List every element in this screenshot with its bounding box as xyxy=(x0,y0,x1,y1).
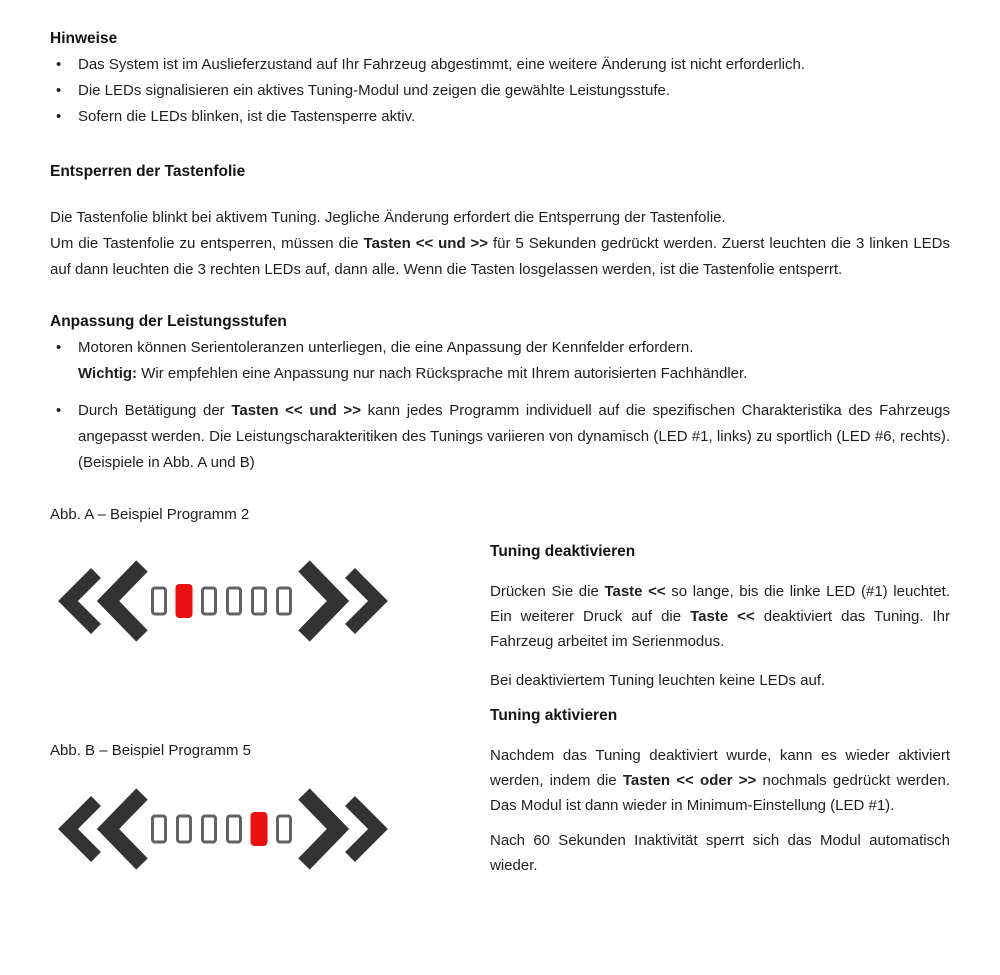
bold-tasten-keys: Tasten << und >> xyxy=(231,402,361,419)
led-5-active xyxy=(251,812,268,846)
led-2-inactive xyxy=(178,816,191,842)
fig-a-led-display xyxy=(58,559,490,648)
chevron-right-outer-icon xyxy=(350,801,378,857)
chevron-left-inner-icon xyxy=(108,566,142,636)
hinweise-bullet-2: Die LEDs signalisieren ein aktives Tuning-Modul und zeigen die gewählte Leistungsstufe. xyxy=(78,82,671,99)
bullet-icon: • xyxy=(56,82,62,99)
led-6-inactive xyxy=(278,816,291,842)
led-display-graphic xyxy=(58,787,388,871)
entsperren-paragraph: Die Tastenfolie blinkt bei aktivem Tuning. Jegliche Änderung erfordert die Entsperrung der Tastenfolie. Um die Tastenfolie zu entsperren, müssen die Tasten << und >> für 5 Sekunden gedrückt werden. Zuerst leuchten die 3 linken LEDs auf dann leuchten die 3 rechten LEDs auf, dann alle. Wenn die Tasten losgelassen werden, ist die Tastenfolie entsperrt. xyxy=(50,209,951,278)
chevron-right-inner-icon xyxy=(304,794,338,864)
bold-tasten-keys: Tasten << und >> xyxy=(363,235,489,252)
list-item xyxy=(50,335,950,387)
tuning-deaktivieren-note: Bei deaktiviertem Tuning leuchten keine LEDs auf. xyxy=(490,672,826,689)
led-4-inactive xyxy=(228,588,241,614)
bullet-icon: • xyxy=(56,108,62,125)
hinweise-list xyxy=(50,52,950,130)
chevron-left-inner-icon xyxy=(108,794,142,864)
bullet-icon: • xyxy=(56,402,62,419)
led-3-inactive xyxy=(203,588,216,614)
anpassung-bullet-1: Motoren können Serientoleranzen unterliegen, die eine Anpassung der Kennfelder erfordern. Wichtig: Wir empfehlen eine Anpassung nur nach Rücksprache mit Ihrem autorisierten Fachhändler. xyxy=(78,339,748,382)
list-item xyxy=(50,78,950,104)
figures-column xyxy=(50,505,490,878)
tuning-aktivieren-paragraph: Nachdem das Tuning deaktiviert wurde, kann es wieder aktiviert werden, indem die Tasten << oder >> nochmals gedrückt werden. Das Modul ist dann wieder in Minimum-Einstellung (LED #1). xyxy=(490,747,950,814)
fig-a-label: Abb. A – Beispiel Programm 2 xyxy=(50,506,250,523)
bold-wichtig: Wichtig: xyxy=(78,365,138,382)
chevron-right-outer-icon xyxy=(350,573,378,629)
bold-taste-left: Taste << xyxy=(690,608,755,625)
fig-b-label: Abb. B – Beispiel Programm 5 xyxy=(50,742,251,759)
bullet-icon: • xyxy=(56,56,62,73)
bold-tasten-keys: Tasten << oder >> xyxy=(622,772,757,789)
led-1-inactive xyxy=(153,816,166,842)
led-5-inactive xyxy=(253,588,266,614)
section-title-tuning-aktivieren: Tuning aktivieren xyxy=(490,707,618,724)
section-title-entsperren: Entsperren der Tastenfolie xyxy=(50,163,246,180)
hinweise-bullet-1: Das System ist im Auslieferzustand auf Ihr Fahrzeug abgestimmt, eine weitere Änderung ist nicht erforderlich. xyxy=(78,56,805,73)
led-display-graphic xyxy=(58,559,388,643)
led-1-inactive xyxy=(153,588,166,614)
anpassung-list xyxy=(50,335,950,476)
list-item xyxy=(50,104,950,130)
tuning-deaktivieren-paragraph: Drücken Sie die Taste << so lange, bis die linke LED (#1) leuchtet. Ein weiterer Druck auf die Taste << deaktiviert das Tuning. Ihr Fahrzeug arbeitet im Serienmodus. xyxy=(490,583,951,650)
led-4-inactive xyxy=(228,816,241,842)
list-item xyxy=(50,52,950,78)
fig-b-led-display xyxy=(58,787,490,876)
bold-taste-left: Taste << xyxy=(604,583,666,600)
led-2-active xyxy=(176,584,193,618)
bullet-icon: • xyxy=(56,339,62,356)
figures-area xyxy=(50,505,950,878)
hinweise-bullet-3: Sofern die LEDs blinken, ist die Tastensperre aktiv. xyxy=(78,108,416,125)
anpassung-bullet-2: Durch Betätigung der Tasten << und >> kann jedes Programm individuell auf die spezifischen Charakteristika des Fahrzeugs angepasst werden. Die Leistungscharakteritiken des Tunings variieren von dynamisch (LED #1, links) zu sportlich (LED #6, rechts).(Beispiele in Abb. A und B) xyxy=(78,402,951,471)
section-title-anpassung: Anpassung der Leistungsstufen xyxy=(50,313,287,330)
section-title-tuning-deaktivieren: Tuning deaktivieren xyxy=(490,543,636,560)
list-item xyxy=(50,398,950,476)
tuning-aktivieren-note: Nach 60 Sekunden Inaktivität sperrt sich das Modul automatisch wieder. xyxy=(490,832,950,874)
led-6-inactive xyxy=(278,588,291,614)
chevron-right-inner-icon xyxy=(304,566,338,636)
chevron-left-outer-icon xyxy=(68,801,96,857)
section-title-hinweise: Hinweise xyxy=(50,30,118,47)
led-3-inactive xyxy=(203,816,216,842)
chevron-left-outer-icon xyxy=(68,573,96,629)
tuning-column xyxy=(490,541,950,878)
entsperren-line1: Die Tastenfolie blinkt bei aktivem Tuning. Jegliche Änderung erfordert die Entsperrung der Tastenfolie. xyxy=(50,209,726,226)
